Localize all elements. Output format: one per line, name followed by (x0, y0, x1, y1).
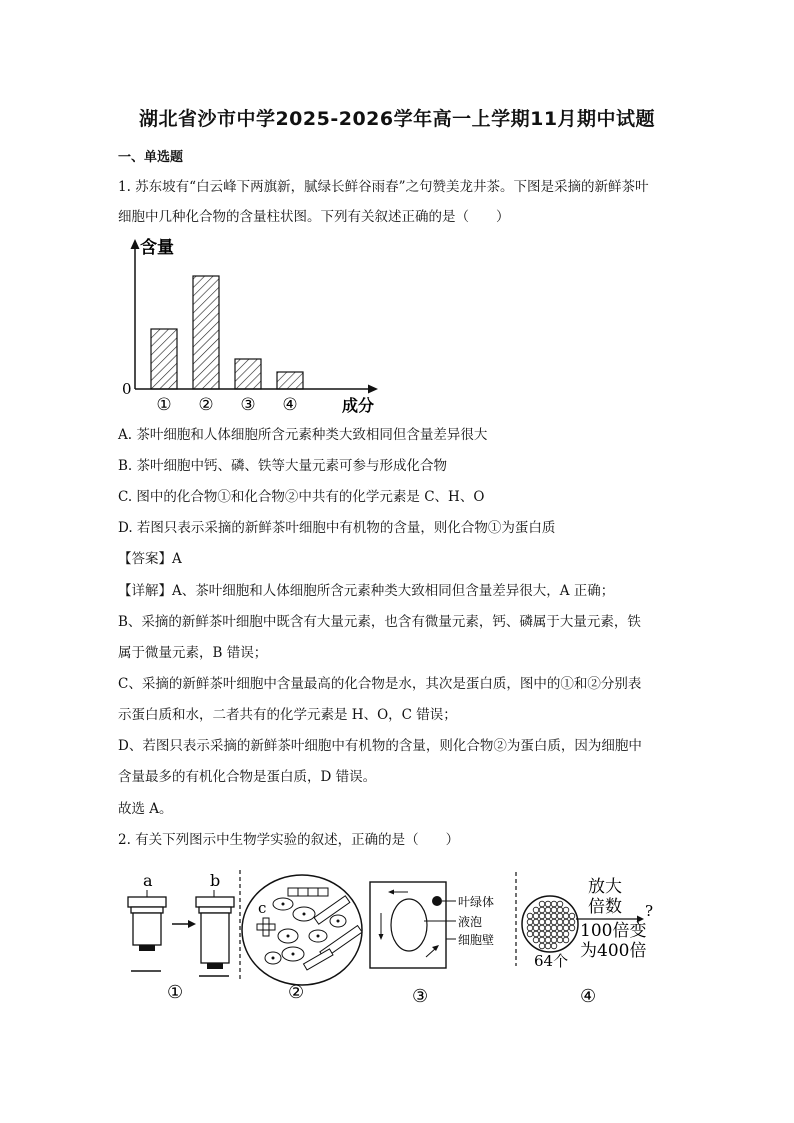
q1-option-d: D. 若图只表示采摘的新鲜茶叶细胞中有机物的含量，则化合物①为蛋白质 (118, 520, 556, 536)
cell (533, 925, 539, 931)
cell (545, 931, 551, 937)
cell (533, 937, 539, 943)
label-cell-wall: 细胞壁 (458, 933, 495, 947)
q1-explain-line: 含量最多的有机化合物是蛋白质，D 错误。 (118, 769, 377, 785)
mag-line-3: 100倍变 (580, 921, 647, 941)
cell (563, 937, 569, 943)
cell (533, 931, 539, 937)
label-b: b (210, 871, 221, 890)
cell (527, 925, 533, 931)
cell (563, 913, 569, 919)
bar-1 (151, 329, 177, 389)
cell (569, 913, 575, 919)
q2-figures (118, 866, 678, 1014)
cell (557, 925, 563, 931)
mag-line-4: 为400倍 (580, 941, 647, 961)
cell (551, 901, 557, 907)
cell (533, 913, 539, 919)
cell (527, 919, 533, 925)
y-axis-arrow (131, 239, 140, 249)
cell (557, 937, 563, 943)
figure-2-field-of-view (242, 875, 362, 1003)
label-c: c (258, 899, 267, 917)
cell (527, 913, 533, 919)
q1-answer: 【答案】A (118, 551, 182, 567)
cell (545, 907, 551, 913)
cell (539, 913, 545, 919)
cell (539, 901, 545, 907)
cell (557, 907, 563, 913)
bar-4 (277, 372, 303, 389)
cell (569, 919, 575, 925)
bar-2 (193, 276, 219, 389)
cell (557, 901, 563, 907)
cell (551, 919, 557, 925)
cell (563, 931, 569, 937)
cell (539, 907, 545, 913)
cell (539, 943, 545, 949)
cell (563, 907, 569, 913)
cell (539, 919, 545, 925)
x-tick-label: ② (198, 395, 214, 415)
bar-3 (235, 359, 261, 389)
cell (557, 913, 563, 919)
q1-stem-line1: 1. 苏东坡有“白云峰下两旗新，腻绿长鲜谷雨春”之句赞美龙井茶。下图是采摘的新鲜茶叶 (118, 179, 649, 195)
cell (557, 919, 563, 925)
cell (545, 925, 551, 931)
figure-4-number: ④ (580, 986, 597, 1007)
cell (563, 919, 569, 925)
q1-explain-line: 【详解】A、茶叶细胞和人体细胞所含元素种类大致相同但含量差异很大，A 正确； (118, 583, 615, 599)
cell (539, 925, 545, 931)
q1-option-a: A. 茶叶细胞和人体细胞所含元素种类大致相同但含量差异很大 (118, 427, 488, 443)
figure-1-number: ① (167, 982, 184, 1003)
q1-option-b: B. 茶叶细胞中钙、磷、铁等大量元素可参与形成化合物 (118, 458, 448, 474)
cell (533, 907, 539, 913)
cell (551, 943, 557, 949)
cell (557, 931, 563, 937)
figure-4-magnification (516, 872, 653, 1007)
cell (527, 931, 533, 937)
q1-explain-line: B、采摘的新鲜茶叶细胞中既含有大量元素，也含有微量元素，钙、磷属于大量元素，铁 (118, 614, 641, 630)
q1-explain-line: 示蛋白质和水，二者共有的化学元素是 H、O，C 错误； (118, 707, 457, 723)
cell (563, 925, 569, 931)
cell (545, 913, 551, 919)
cell-count: 64个 (534, 952, 569, 970)
label-a: a (143, 871, 153, 890)
cell (551, 925, 557, 931)
figure-1-objectives (128, 870, 240, 1003)
cell (551, 937, 557, 943)
figure-3-number: ③ (412, 986, 429, 1007)
q1-explain-line: 故选 A。 (118, 801, 173, 817)
mag-line-1: 放大 (588, 877, 622, 897)
label-vacuole: 液泡 (458, 915, 483, 929)
cell (539, 931, 545, 937)
cell (551, 907, 557, 913)
cell (545, 901, 551, 907)
q1-explain-line: C、采摘的新鲜茶叶细胞中含量最高的化合物是水，其次是蛋白质，图中的①和②分别表 (118, 676, 642, 692)
label-chloroplast: 叶绿体 (458, 895, 495, 909)
cell (545, 943, 551, 949)
q1-stem-line2: 细胞中几种化合物的含量柱状图。下列有关叙述正确的是（ ） (118, 209, 510, 225)
q2-stem: 2. 有关下列图示中生物学实验的叙述，正确的是（ ） (118, 832, 460, 848)
x-tick-label: ④ (282, 395, 298, 415)
x-axis-arrow (368, 385, 378, 394)
cell (551, 931, 557, 937)
figure-2-number: ② (288, 982, 305, 1003)
x-tick-label: ③ (240, 395, 256, 415)
q1-explain-line: D、若图只表示采摘的新鲜茶叶细胞中有机物的含量，则化合物②为蛋白质，因为细胞中 (118, 738, 642, 754)
x-axis-label: 成分 (342, 396, 375, 415)
cell (569, 925, 575, 931)
origin-label: 0 (122, 380, 132, 398)
y-axis-label: 含量 (140, 238, 174, 258)
figure-3-plant-cell (370, 882, 494, 1007)
q1-option-c: C. 图中的化合物①和化合物②中共有的化学元素是 C、H、O (118, 489, 485, 505)
q1-bar-chart (118, 235, 388, 415)
mag-line-2: 倍数 (588, 897, 622, 917)
cell (533, 919, 539, 925)
question-mark: ? (645, 902, 654, 920)
cell (545, 937, 551, 943)
cell (545, 919, 551, 925)
cell (551, 913, 557, 919)
cell (539, 937, 545, 943)
page-title: 湖北省沙市中学2025-2026学年高一上学期11月期中试题 (138, 108, 656, 130)
x-tick-label: ① (156, 395, 172, 415)
q1-explain-line: 属于微量元素，B 错误； (118, 645, 268, 661)
section-heading: 一、单选题 (118, 150, 184, 165)
